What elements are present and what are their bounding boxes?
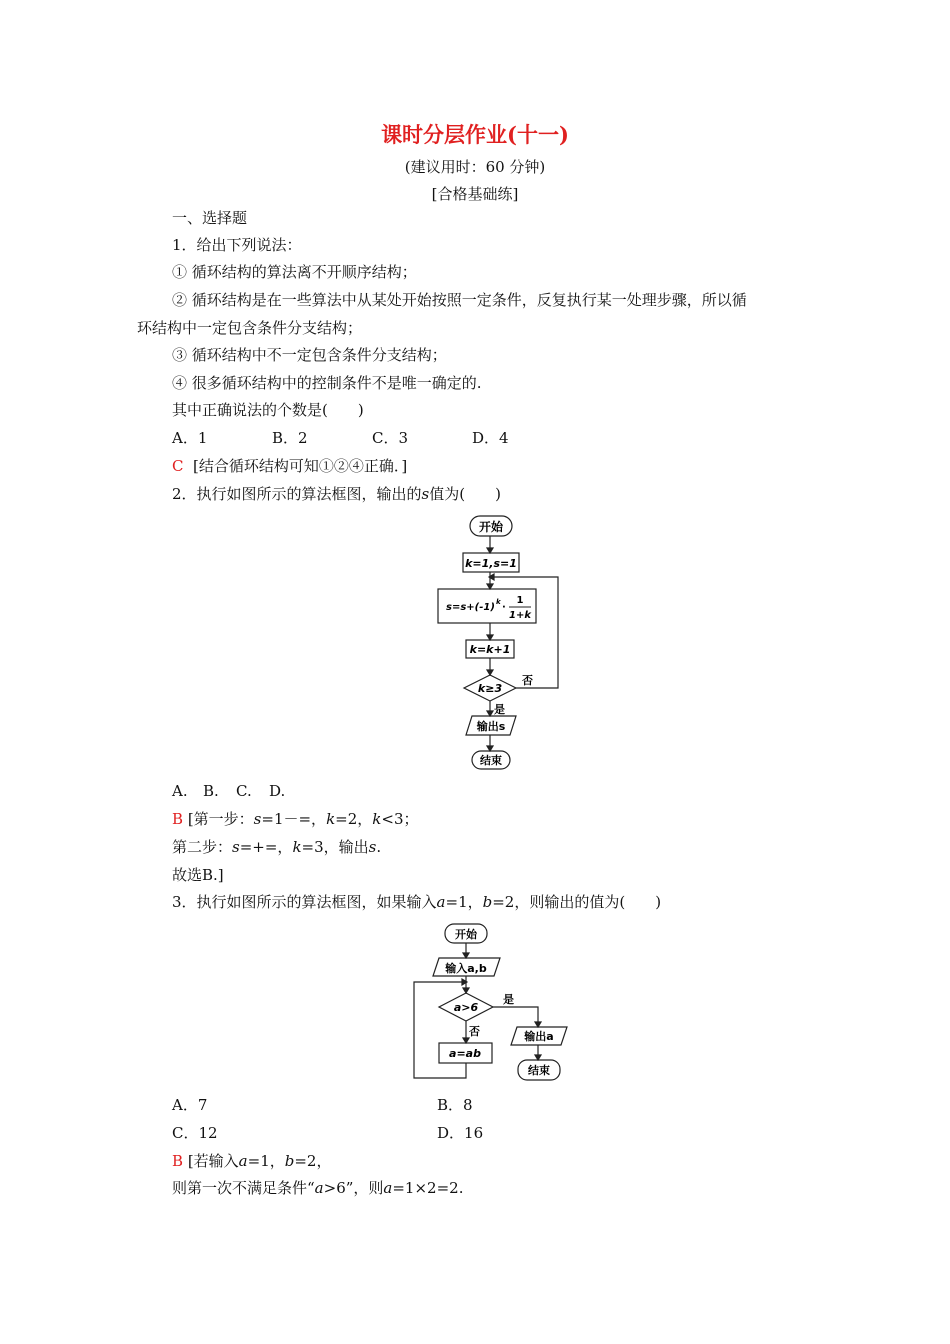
q2-step2-kval: =3，输出 [301,838,369,856]
q3-output-label: 输出a [524,1030,554,1043]
q1-question: 其中正确说法的个数是( ) [172,401,364,419]
q3-ans2-var-a: a [314,1179,324,1197]
q2-step1-text: [第一步： [187,810,254,828]
q3-ans1-var-a: a [238,1152,248,1170]
q1-option-b: B．2 [272,429,308,447]
q3-stem-aval: =1， [445,893,483,911]
q1-option-d: D．4 [472,429,509,447]
q2-stem [172,484,501,504]
q2-step1-val: =1－=， [261,810,327,828]
q2-output-label: 输出s [476,720,506,733]
q1-option-c: C．3 [372,429,409,447]
q1-statement-1: ① 循环结构的算法离不开顺序结构； [172,263,417,281]
q2-option-d: D. [269,782,286,800]
q3-ans1-var-b: b [284,1152,295,1170]
q1-statement-4: ④ 很多循环结构中的控制条件不是唯一确定的. [172,374,482,392]
q2-stem-text: 2．执行如图所示的算法框图，输出的 [172,485,422,503]
q3-stem-tail: =2，则输出的值为( ) [492,893,662,911]
q2-incr-label: k=k+1 [469,643,511,656]
q3-stem-text: 3．执行如图所示的算法框图，如果输入 [172,893,437,911]
q3-ans2-var-a2: a [383,1179,393,1197]
q3-yes-label: 是 [503,993,514,1006]
q2-no-label: 否 [522,674,533,687]
q3-stem-var-b: b [482,893,493,911]
q3-option-c: C．12 [172,1124,218,1142]
q3-ans2-result: =1×2=2. [392,1179,464,1197]
q3-no-label: 否 [469,1025,480,1038]
part-heading: 一、选择题 [172,209,248,227]
q2-start-label: 开始 [478,520,504,534]
q3-flowchart [405,918,590,1088]
q2-frac-num: 1 [516,595,524,606]
q2-stem-var: s [421,485,430,503]
q2-conclusion: 故选B.] [172,866,224,884]
q3-assign-label: a=ab [449,1047,481,1060]
q2-answer-step1 [172,809,419,829]
q2-step1-kval: =2， [335,810,373,828]
q2-answer-letter: B [172,810,184,828]
q2-step1-cmp: <3； [381,810,419,828]
q1-answer-text: [结合循环结构可知①②④正确．] [193,457,408,475]
q2-frac-den: 1+k [509,610,531,621]
q2-end-label: 结束 [480,754,502,767]
q2-yes-label: 是 [494,703,505,716]
q2-calc-exp: k [496,598,501,606]
q2-step2-var-k: k [292,838,302,856]
q3-end-label: 结束 [528,1064,550,1077]
q3-ans1-bval: =2， [294,1152,332,1170]
q3-ans2-text: 则第一次不满足条件“ [172,1179,315,1197]
q1-statement-2-cont: 环结构中一定包含条件分支结构； [137,319,363,337]
q3-option-b: B．8 [437,1096,473,1114]
q3-input-label: 输入a,b [445,962,487,975]
q1-answer-letter: C [172,457,184,475]
q2-step2-var-s2: s [368,838,377,856]
q2-option-a: A. [172,782,188,800]
q1-option-a: A．1 [172,429,208,447]
q2-calc-dot: · [502,602,506,613]
q2-step2-var-s: s [232,838,240,856]
q3-ans1-aval: =1， [247,1152,285,1170]
q1-statement-2: ② 循环结构是在一些算法中从某处开始按照一定条件，反复执行某一处理步骤，所以循 [172,291,747,309]
q3-ans2-cond: >6”，则 [323,1179,384,1197]
time-hint: (建议用时：60 分钟) [404,158,546,176]
q1-statement-3: ③ 循环结构中不一定包含条件分支结构； [172,346,447,364]
q2-init-label: k=1,s=1 [465,557,517,570]
q3-stem-var-a: a [436,893,446,911]
q2-option-c: C. [236,782,252,800]
section-label: [合格基础练] [431,185,519,203]
q3-answer-line1 [172,1151,331,1171]
q1-answer [172,456,407,476]
page-title: 课时分层作业(十一) [381,122,569,147]
q2-step1-var-k: k [326,810,336,828]
q1-stem: 1．给出下列说法： [172,236,302,254]
q2-stem-tail: 值为( ) [429,485,501,503]
q3-start-label: 开始 [455,928,477,941]
q3-option-a: A．7 [172,1096,208,1114]
q2-cond-label: k≥3 [477,682,503,695]
q3-option-d: D．16 [437,1124,484,1142]
q2-calc-label: s=s+(-1) [446,602,495,613]
q2-step2-val: =+=， [239,838,293,856]
q2-step1-var-k2: k [372,810,382,828]
q3-cond-label: a>6 [453,1001,479,1014]
q2-option-b: B. [203,782,219,800]
q3-stem [172,892,661,912]
q3-ans1-text: [若输入 [187,1152,239,1170]
q2-step1-var-s: s [253,810,262,828]
q2-step2-end: . [376,838,382,856]
q2-flowchart [420,510,600,775]
q3-answer-letter: B [172,1152,184,1170]
q2-answer-step2 [172,837,381,857]
q2-step2-text: 第二步： [172,838,233,856]
q3-answer-line2 [172,1178,463,1198]
